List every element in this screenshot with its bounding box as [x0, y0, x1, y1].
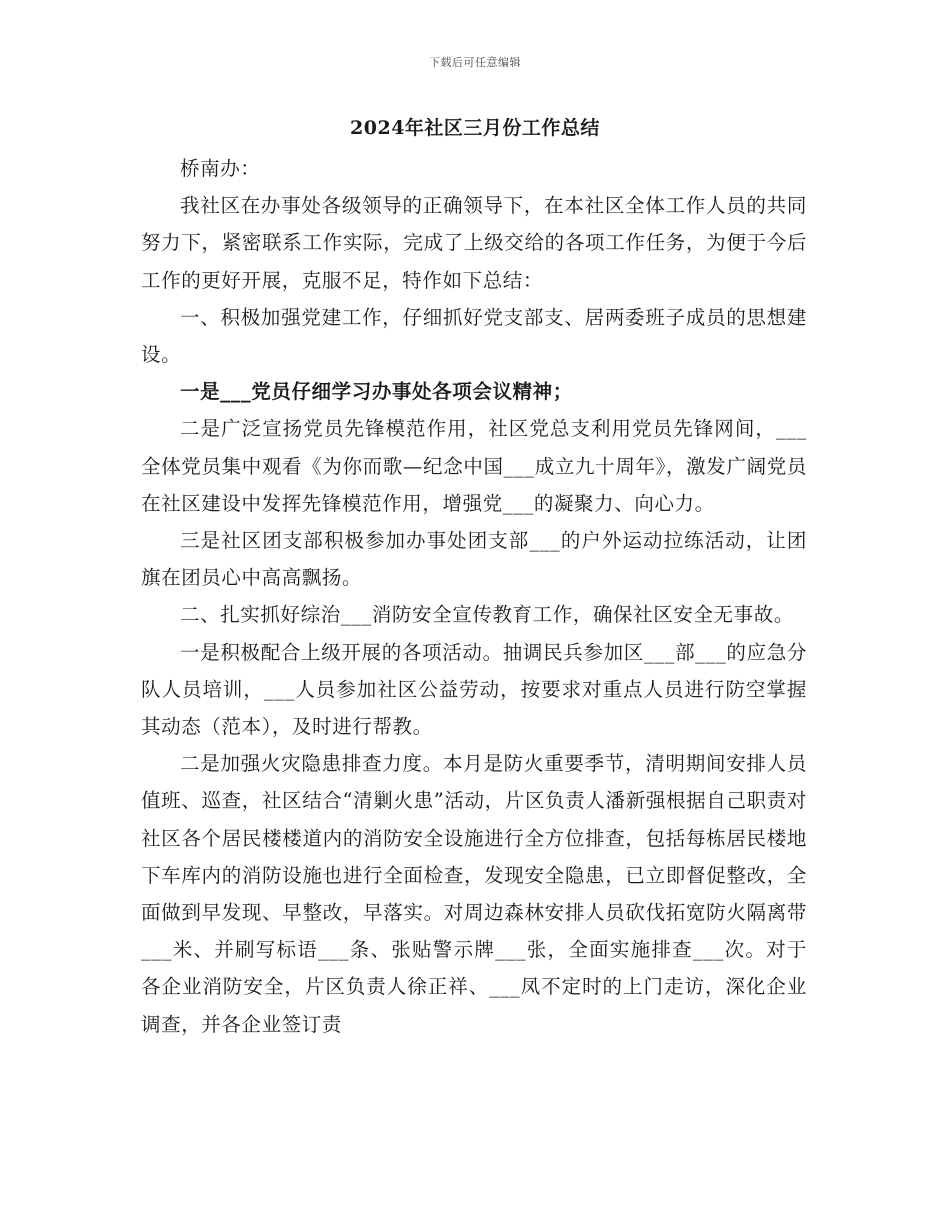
paragraph-item-1-1: 一是___党员仔细学习办事处各项会议精神； [180, 380, 573, 404]
paragraph-item-1-3: 三是社区团支部积极参加办事处团支部___的户外运动拉练活动，让团旗在团员心中高高飘扬。 [141, 529, 807, 590]
paragraph-item-1-2: 二是广泛宣扬党员先锋模范作用，社区党总支利用党员先锋网间，___全体党员集中观看《为你而歌—纪念中国___成立九十周年》，激发广阔党员在社区建设中发挥先锋模范作用，增强党___的凝聚力、向心力。 [141, 417, 807, 515]
paragraph-item-2-1: 一是积极配合上级开展的各项活动。抽调民兵参加区___部___的应急分队人员培训，___人员参加社区公益劳动，按要求对重点人员进行防空掌握其动态（范本），及时进行帮教。 [141, 640, 807, 739]
document-title: 2024年社区三月份工作总结 [350, 117, 600, 139]
document-body [141, 150, 807, 1043]
paragraph-item-2-2: 二是加强火灾隐患排查力度。本月是防火重要季节，清明期间安排人员值班、巡查，社区结合“清剿火患”活动，片区负责人潘新强根据自己职责对社区各个居民楼楼道内的消防安全设施进行全方位排查，包括每栋居民楼地下车库内的消防设施也进行全面检查，发现安全隐患，已立即督促整改，全面做到早发现、早整改，早落实。对周边森林安排人员砍伐拓宽防火隔离带___米、并刷写标语___条、张贴警示牌___张，全面实施排查___次。对于各企业消防安全，片区负责人徐正祥、___凤不定时的上门走访，深化企业调查，并各企业签订责 [141, 752, 807, 1036]
header-note: 下载后可任意编辑 [429, 56, 521, 69]
paragraph-intro: 我社区在办事处各级领导的正确领导下，在本社区全体工作人员的共同努力下，紧密联系工作实际，完成了上级交给的各项工作任务，为便于今后工作的更好开展，克服不足，特作如下总结： [141, 194, 807, 292]
section-heading-2: 二、扎实抓好综治___消防安全宣传教育工作，确保社区安全无事故。 [180, 603, 794, 627]
paragraph-salutation: 桥南办： [180, 157, 261, 180]
section-heading-1: 一、积极加强党建工作，仔细抓好党支部支、居两委班子成员的思想建设。 [141, 305, 807, 367]
